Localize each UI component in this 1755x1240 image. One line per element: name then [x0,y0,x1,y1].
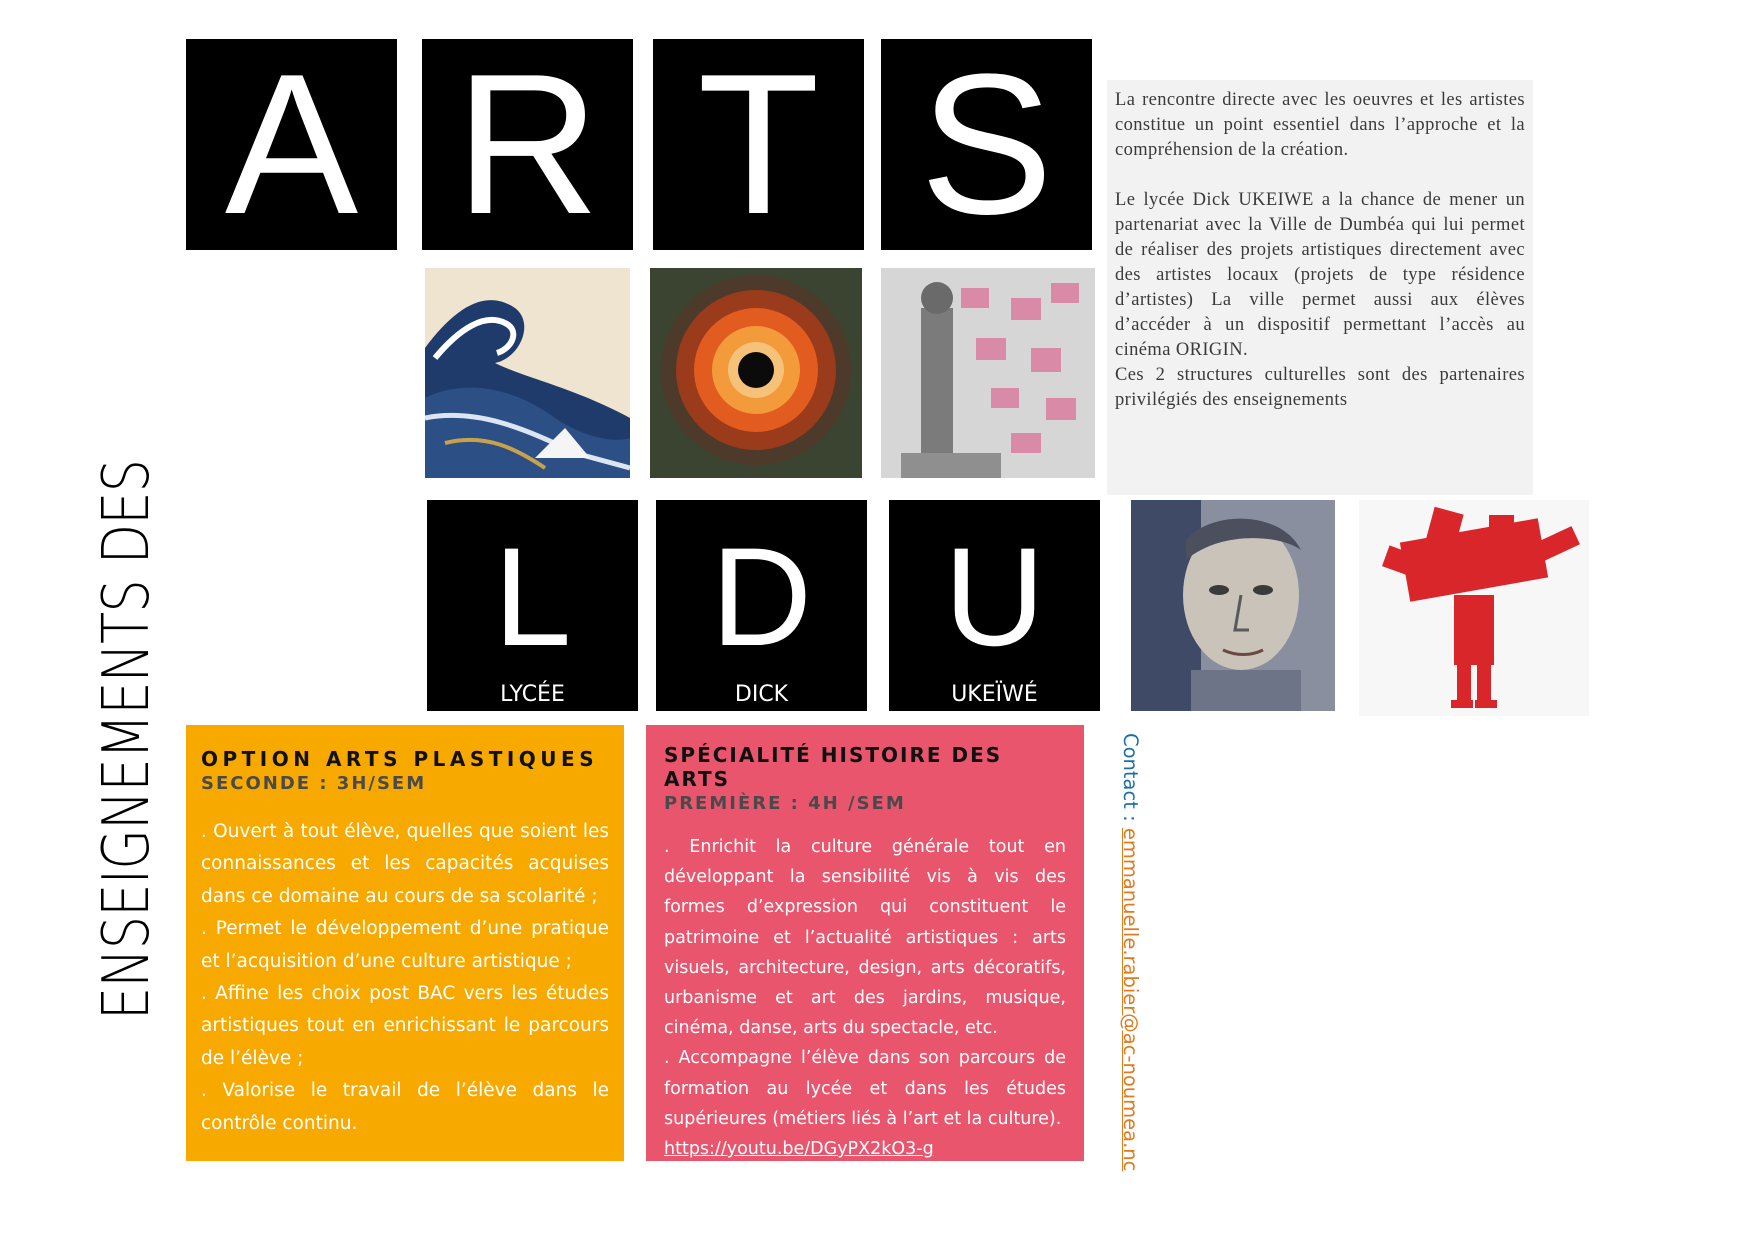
option-item: . Permet le développement d’une pratique et l’acquisition d’une culture artistique ; [201,918,609,972]
option-arts-plastiques-box [186,725,624,1161]
tile-sub-label: DICK [734,682,789,707]
tile-u [889,500,1100,711]
option-heading: OPTION ARTS PLASTIQUES [201,747,599,771]
portrait-painting-image [1131,500,1335,711]
wave-print-image [425,268,630,478]
street-art-image [881,268,1095,478]
tile-letter: R [455,32,600,256]
tile-d [656,500,867,711]
intro-paragraph-2: Le lycée Dick UKEIWE a la chance de mener un partenariat avec la Ville de Dumbéa qui lui permet de réaliser des projets artistiques directement avec des artistes locaux (projets de type résidence d’artistes) La ville permet aussi aux élèves d’accéder à un dispositif permettant l’accès au cinéma ORIGIN. [1115,190,1525,360]
tile-s [881,32,1092,256]
tile-a [186,32,397,256]
tile-t [653,32,864,256]
specialite-subheading: PREMIÈRE : 4H /SEM [664,793,906,814]
specialite-heading: SPÉCIALITÉ HISTOIRE DES ARTS [664,743,1003,791]
page-title: ENSEIGNEMENTS DES [90,459,164,1020]
tile-letter: D [710,517,813,675]
intro-paragraph-3: Ces 2 structures culturelles sont des partenaires privilégiés des enseignements [1115,365,1525,410]
option-body [201,816,609,1140]
option-item: . Valorise le travail de l’élève dans le contrôle continu. [201,1080,609,1134]
tile-r [422,32,633,256]
intro-text-panel [1107,80,1533,495]
tile-letter: T [697,32,820,256]
tile-letter: U [943,517,1046,675]
specialite-item: . Accompagne l’élève dans son parcours de formation au lycée et dans les études supérieures (métiers liés à l’art et la culture). [664,1048,1066,1129]
tile-letter: A [224,32,359,256]
intro-paragraph-1: La rencontre directe avec les oeuvres et les artistes constitue un point essentiel dans l’approche et la compréhension de la création. [1115,90,1525,160]
tile-sub-label: LYCÉE [500,682,565,707]
contact-line [1119,733,1142,1171]
red-sculpture-image [1359,500,1589,716]
option-item: . Affine les choix post BAC vers les études artistiques tout en enrichissant le parcours de l’élève ; [201,983,609,1069]
black-hole-image [650,268,862,478]
tile-sub-label: UKEÏWÉ [951,682,1038,707]
tile-letter: S [919,32,1054,256]
option-item: . Ouvert à tout élève, quelles que soient les connaissances et les capacités acquises dans ce domaine au cours de sa scolarité ; [201,821,609,907]
tile-letter: L [493,517,572,675]
contact-label: Contact : [1119,733,1142,828]
option-subheading: SECONDE : 3H/SEM [201,773,427,794]
specialite-histoire-des-arts-box [646,725,1084,1161]
specialite-body [664,832,1066,1164]
youtube-link[interactable]: https://youtu.be/DGyPX2kO3-g [664,1139,934,1160]
contact-email-link[interactable]: emmanuelle.rabier@ac-noumea.nc [1119,827,1142,1172]
specialite-item: . Enrichit la culture générale tout en développant la sensibilité vis à vis des formes d’expression qui constituent le patrimoine et l’actualité artistiques : arts visuels, architecture, design, arts décoratifs, urbanisme et art des jardins, musique, cinéma, danse, arts du spectacle, etc. [664,837,1066,1039]
tile-l [427,500,638,711]
